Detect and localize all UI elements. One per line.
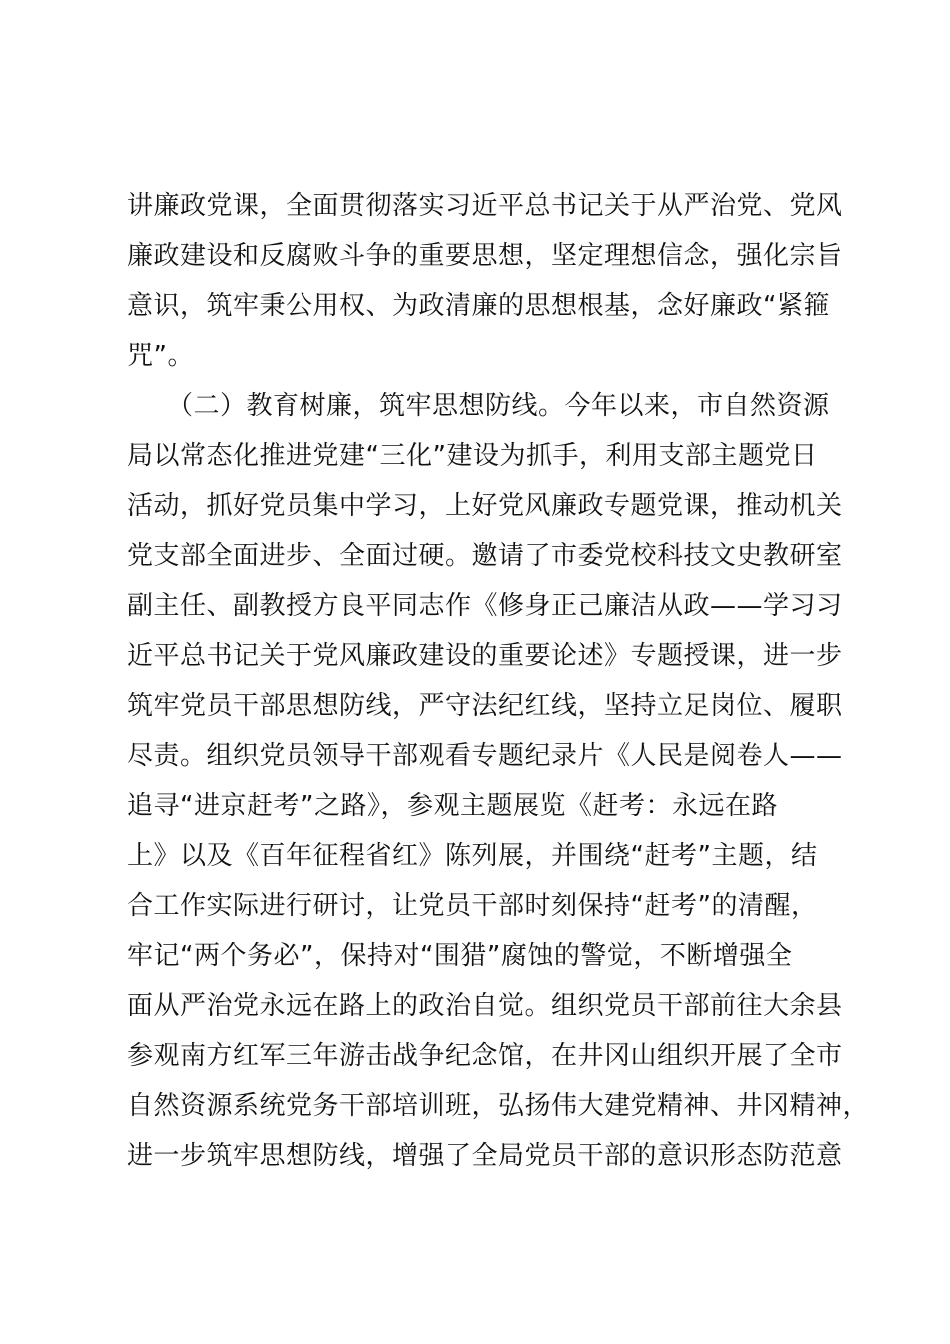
text-line: 合工作实际进行研讨，让党员干部时刻保持“赶考”的清醒， [127, 891, 818, 921]
text-line: （二）教育树廉，筑牢思想防线。今年以来，市自然资源 [127, 391, 830, 421]
text-line: 廉政建设和反腐败斗争的重要思想，坚定理想信念，强化宗旨 [127, 241, 843, 271]
text-line: 近平总书记关于党风廉政建设的重要论述》专题授课，进一步 [127, 641, 843, 671]
text-line: 活动，抓好党员集中学习，上好党风廉政专题党课，推动机关 [127, 491, 843, 521]
body-text [127, 181, 870, 1181]
text-line: 咒”。 [127, 341, 194, 371]
text-line: 副主任、副教授方良平同志作《修身正己廉洁从政——学习习 [127, 591, 843, 621]
text-line: 上》以及《百年征程省红》陈列展，并围绕“赶考”主题，结 [127, 841, 818, 871]
text-line: 讲廉政党课，全面贯彻落实习近平总书记关于从严治党、党风 [127, 191, 843, 221]
text-line: 参观南方红军三年游击战争纪念馆，在井冈山组织开展了全市 [127, 1041, 843, 1071]
text-line: 牢记“两个务必”，保持对“围猎”腐蚀的警觉，不断增强全 [127, 941, 793, 971]
text-line: 意识，筑牢秉公用权、为政清廉的思想根基，念好廉政“紧箍 [127, 291, 830, 321]
text-line: 面从严治党永远在路上的政治自觉。组织党员干部前往大余县 [127, 991, 843, 1021]
text-line: 尽责。组织党员领导干部观看专题纪录片《人民是阅卷人—— [127, 741, 843, 771]
text-line: 党支部全面进步、全面过硬。邀请了市委党校科技文史教研室 [127, 541, 843, 571]
text-line: 自然资源系统党务干部培训班，弘扬伟大建党精神、井冈精神， [127, 1091, 870, 1121]
text-line: 局以常态化推进党建“三化”建设为抓手，利用支部主题党日 [127, 441, 818, 471]
text-line: 进一步筑牢思想防线，增强了全局党员干部的意识形态防范意 [127, 1141, 843, 1171]
text-line: 追寻“进京赶考”之路》，参观主题展览《赶考：永远在路 [127, 791, 778, 821]
text-line: 筑牢党员干部思想防线，严守法纪红线，坚持立足岗位、履职 [127, 691, 843, 721]
